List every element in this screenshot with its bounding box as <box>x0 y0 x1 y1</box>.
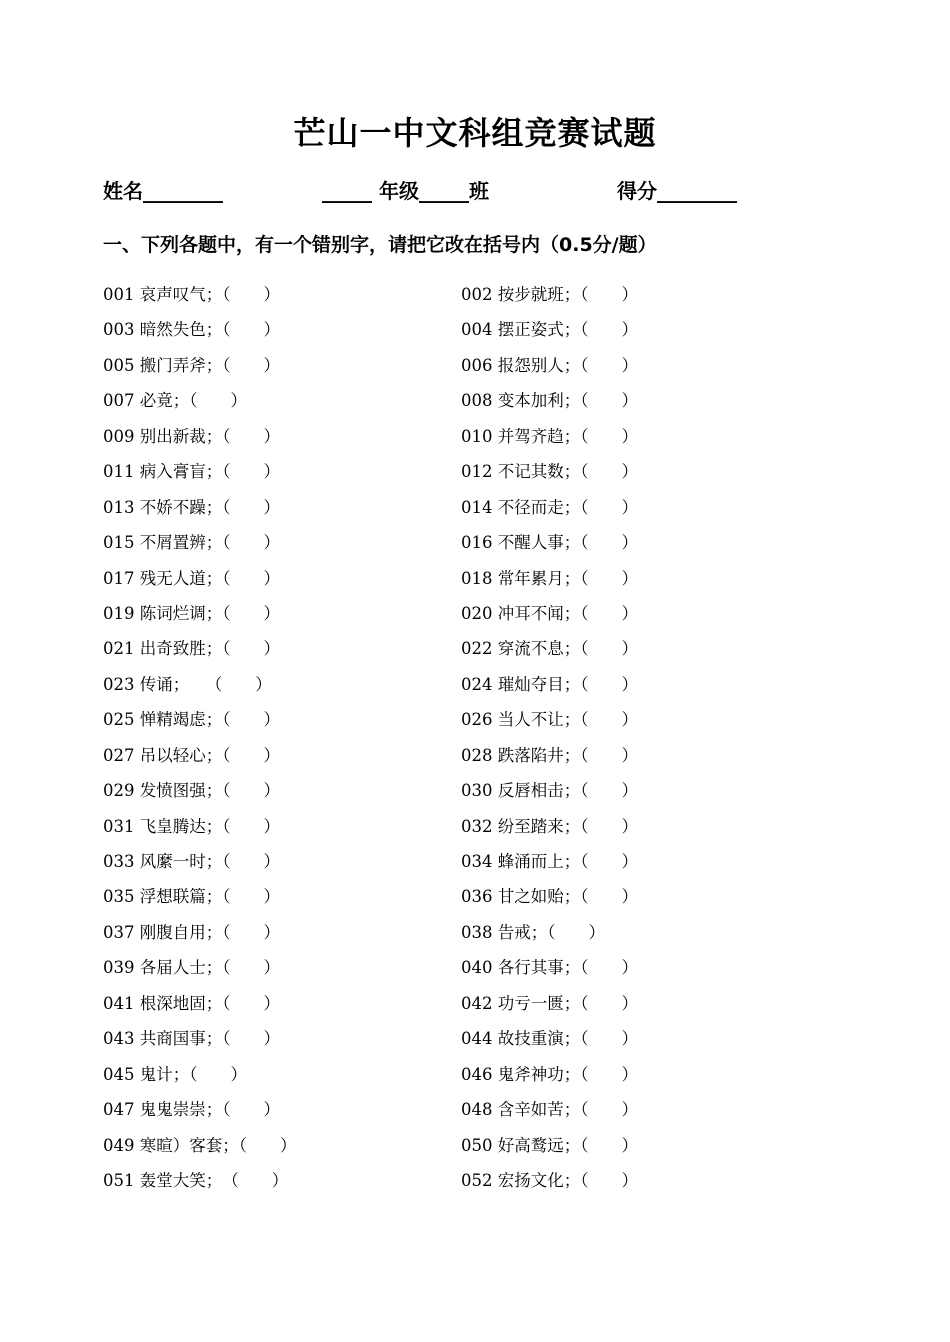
question-item: 002 按步就班；（ ） <box>461 285 638 304</box>
question-item: 038 告戒；（ ） <box>461 922 605 942</box>
question-row <box>103 1134 863 1169</box>
question-item: 018 常年累月；（ ） <box>461 568 638 588</box>
page-title: 芒山一中文科组竞赛试题 <box>293 114 657 152</box>
question-row <box>103 921 863 956</box>
question-item: 009 别出新裁；（ ） <box>103 426 280 446</box>
question-item: 016 不醒人事；（ ） <box>461 533 638 553</box>
question-item: 027 吊以轻心；（ ） <box>103 745 280 765</box>
question-item: 017 残无人道；（ ） <box>103 568 280 588</box>
question-item: 042 功亏一匮；（ ） <box>461 993 638 1013</box>
question-item: 025 惮精竭虑；（ ） <box>103 710 280 730</box>
question-row <box>103 531 863 566</box>
question-item: 037 刚腹自用；（ ） <box>103 922 280 942</box>
question-row <box>103 637 863 672</box>
question-item: 028 跌落陷井；（ ） <box>461 745 638 765</box>
question-item: 005 搬门弄斧；（ ） <box>103 355 280 375</box>
question-row <box>103 1169 863 1204</box>
question-row <box>103 389 863 424</box>
score-field-label: 得分________ <box>617 179 737 203</box>
question-item: 024 璀灿夺目；（ ） <box>461 674 638 694</box>
question-item: 031 飞皇腾达；（ ） <box>103 816 280 836</box>
question-row <box>103 602 863 637</box>
question-item: 021 出奇致胜；（ ） <box>103 639 280 659</box>
question-item: 045 鬼计；（ ） <box>103 1064 247 1084</box>
question-row <box>103 496 863 531</box>
question-item: 052 宏扬文化；（ ） <box>461 1170 638 1190</box>
question-item: 012 不记其数；（ ） <box>461 462 638 482</box>
question-item: 007 必竟；（ ） <box>103 391 247 411</box>
question-item: 014 不径而走；（ ） <box>461 497 638 517</box>
name-field-label: 姓名________ <box>103 179 223 203</box>
question-item: 019 陈词烂调；（ ） <box>103 603 280 623</box>
question-list <box>103 283 863 1204</box>
question-row <box>103 1063 863 1098</box>
question-item: 004 摆正姿式；（ ） <box>461 320 638 340</box>
question-item: 044 故技重演；（ ） <box>461 1029 638 1049</box>
question-item: 046 鬼斧神功；（ ） <box>461 1064 638 1084</box>
question-row <box>103 425 863 460</box>
question-item: 051 轰堂大笑； （ ） <box>103 1170 289 1190</box>
question-item: 032 纷至踏来；（ ） <box>461 816 638 836</box>
question-row <box>103 318 863 353</box>
question-item: 006 报怨别人；（ ） <box>461 355 638 375</box>
question-item: 050 好高鹜远；（ ） <box>461 1135 638 1155</box>
question-item: 022 穿流不息；（ ） <box>461 639 638 659</box>
question-item: 040 各行其事；（ ） <box>461 958 638 978</box>
question-row <box>103 744 863 779</box>
grade-class-field-label: _____ 年级_____班 <box>322 179 489 203</box>
question-item: 023 传诵； （ ） <box>103 674 272 694</box>
question-row <box>103 885 863 920</box>
question-item: 041 根深地固；（ ） <box>103 993 280 1013</box>
question-row <box>103 1098 863 1133</box>
question-item: 001 哀声叹气；（ ） <box>103 285 280 304</box>
question-item: 030 反唇相击；（ ） <box>461 781 638 801</box>
question-row <box>103 460 863 495</box>
section-heading: 一、下列各题中，有一个错别字，请把它改在括号内（0.5分/题） <box>103 234 657 256</box>
question-item: 008 变本加利；（ ） <box>461 391 638 411</box>
question-row <box>103 956 863 991</box>
question-item: 010 并驾齐趋；（ ） <box>461 426 638 446</box>
question-row <box>103 779 863 814</box>
question-row <box>103 673 863 708</box>
question-item: 035 浮想联篇；（ ） <box>103 887 280 907</box>
question-item: 048 含辛如苦；（ ） <box>461 1100 638 1120</box>
question-row <box>103 708 863 743</box>
question-item: 011 病入膏盲；（ ） <box>103 462 280 482</box>
question-row <box>103 815 863 850</box>
question-item: 020 冲耳不闻；（ ） <box>461 603 638 623</box>
question-item: 013 不娇不躁；（ ） <box>103 497 280 517</box>
question-item: 047 鬼鬼崇崇；（ ） <box>103 1100 280 1120</box>
question-item: 015 不屑置辨；（ ） <box>103 533 280 553</box>
question-item: 026 当人不让；（ ） <box>461 710 638 730</box>
question-item: 039 各届人士；（ ） <box>103 958 280 978</box>
question-row <box>103 354 863 389</box>
question-row <box>103 992 863 1027</box>
question-row <box>103 283 863 318</box>
question-row <box>103 567 863 602</box>
question-item: 049 寒暄）客套；（ ） <box>103 1135 297 1155</box>
question-item: 043 共商国事；（ ） <box>103 1029 280 1049</box>
question-item: 003 暗然失色；（ ） <box>103 320 280 340</box>
question-item: 036 甘之如贻；（ ） <box>461 887 638 907</box>
question-item: 029 发愤图强；（ ） <box>103 781 280 801</box>
question-item: 033 风縻一时；（ ） <box>103 852 280 871</box>
question-item: 034 蜂涌而上；（ ） <box>461 852 638 871</box>
question-row <box>103 1027 863 1062</box>
question-row <box>103 850 863 885</box>
